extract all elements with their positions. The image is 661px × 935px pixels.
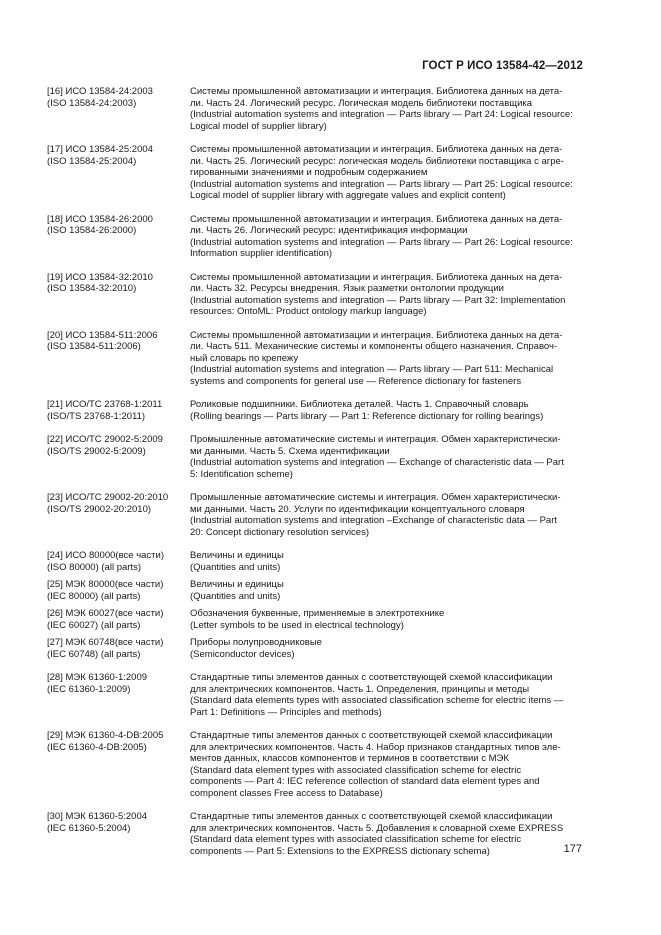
designation-line: [18] ИСО 13584-26:2000 <box>47 213 153 225</box>
title-line: Промышленные автоматические системы и интеграция. Обмен характеристически- <box>190 492 561 503</box>
title-line: ли. Часть 32. Ресурсы внедрения. Язык разметки онтологии продукции <box>190 283 504 294</box>
reference-item <box>47 811 584 857</box>
designation-line: [16] ИСО 13584-24:2003 <box>47 86 153 97</box>
title-line: Системы промышленной автоматизации и интеграция. Библиотека данных на дета- <box>190 86 563 97</box>
reference-list <box>47 86 584 869</box>
reference-item <box>47 672 584 718</box>
title-line: Промышленные автоматические системы и интеграция. Обмен характеристически- <box>190 434 561 445</box>
title-line: для электрических компонентов. Часть 1. Определения, принципы и методы <box>190 683 530 695</box>
reference-designation <box>47 144 190 202</box>
reference-item <box>47 272 584 318</box>
reference-designation <box>47 330 190 388</box>
title-line: (Industrial automation systems and integration — Parts library — Part 26: Logical resource: <box>190 236 573 248</box>
reference-title <box>190 579 584 602</box>
reference-designation <box>47 272 190 318</box>
designation-line: [27] МЭК 60748(все части) <box>47 637 164 648</box>
designation-line: (IEC 61360-4-DB:2005) <box>47 741 147 753</box>
reference-item <box>47 144 584 202</box>
reference-title <box>190 272 584 318</box>
title-line: Системы промышленной автоматизации и интеграция. Библиотека данных на дета- <box>190 213 563 225</box>
title-line: Logical model of supplier library with aggregate values and explicit content) <box>190 190 506 201</box>
title-line: (Rolling bearings — Parts library — Part 1: Reference dictionary for rolling bearings) <box>190 410 544 422</box>
designation-line: [25] МЭК 80000(все части) <box>47 579 164 590</box>
title-line: ли. Часть 25. Логический ресурс: логическая модель библиотеки поставщика с агре- <box>190 155 564 167</box>
designation-line: (ISO/TS 29002-20:2010) <box>47 503 152 515</box>
reference-item <box>47 637 584 660</box>
reference-title <box>190 608 584 631</box>
reference-designation <box>47 608 190 631</box>
designation-line: (ISO 13584-24:2003) <box>47 97 137 109</box>
designation-line: [20] ИСО 13584-511:2006 <box>47 329 158 341</box>
designation-line: [23] ИСО/ТС 29002-20:2010 <box>47 492 169 503</box>
reference-title <box>190 730 584 799</box>
document-header: ГОСТ Р ИСО 13584-42—2012 <box>422 60 583 72</box>
reference-designation <box>47 214 190 260</box>
reference-designation <box>47 637 190 660</box>
title-line: Системы промышленной автоматизации и интеграция. Библиотека данных на дета- <box>190 329 563 341</box>
reference-item <box>47 492 584 538</box>
designation-line: (ISO 13584-26:2000) <box>47 225 137 236</box>
designation-line: [17] ИСО 13584-25:2004 <box>47 144 153 155</box>
title-line: Величины и единицы <box>190 550 284 561</box>
reference-title <box>190 492 584 538</box>
reference-item <box>47 608 584 631</box>
designation-line: (ISO/TS 23768-1:2011) <box>47 410 146 422</box>
reference-title <box>190 86 584 132</box>
reference-title <box>190 811 584 857</box>
title-line: Part 1: Definitions — Principles and methods) <box>190 706 382 718</box>
reference-designation <box>47 550 190 573</box>
title-line: Обозначения буквенные, применяемые в электротехнике <box>190 608 445 619</box>
title-line: Logical model of supplier library) <box>190 120 327 132</box>
title-line: (Industrial automation systems and integration –Exchange of characteristic data — Part <box>190 515 557 526</box>
designation-line: [21] ИСО/ТС 23768-1:2011 <box>47 399 163 410</box>
designation-line: [26] МЭК 60027(все части) <box>47 608 164 619</box>
reference-designation <box>47 399 190 422</box>
title-line: Стандартные типы элементов данных с соответствующей схемой классификации <box>190 811 553 822</box>
designation-line: [29] МЭК 61360-4-DB:2005 <box>47 730 164 741</box>
title-line: гированными значениями и подробным содержанием <box>190 167 428 178</box>
title-line: Роликовые подшипники. Библиотека деталей. Часть 1. Справочный словарь <box>190 399 529 410</box>
designation-line: [28] МЭК 61360-1:2009 <box>47 672 148 683</box>
reference-designation <box>47 811 190 857</box>
reference-title <box>190 434 584 480</box>
title-line: (Industrial automation systems and integration — Exchange of characteristic data — Part <box>190 457 564 468</box>
designation-line: [24] ИСО 80000(все части) <box>47 550 164 561</box>
designation-line: (ISO 80000) (all parts) <box>47 561 141 573</box>
title-line: components — Part 4: IEC reference collection of standard data element types and <box>190 776 540 787</box>
reference-designation <box>47 434 190 480</box>
title-line: ми данными. Часть 20. Услуги по идентификации концептуального словаря <box>190 503 525 515</box>
reference-item <box>47 399 584 422</box>
title-line: components — Part 5: Extensions to the EXPRESS dictionary schema) <box>190 845 490 857</box>
title-line: Системы промышленной автоматизации и интеграция. Библиотека данных на дета- <box>190 144 563 155</box>
reference-item <box>47 579 584 602</box>
title-line: systems and components for general use — Reference dictionary for fasteners <box>190 375 522 387</box>
page-number: 177 <box>563 843 582 855</box>
title-line: (Standard data elements types with associated classification scheme for electric items — <box>190 695 564 706</box>
designation-line: [22] ИСО/ТС 29002-5:2009 <box>47 434 163 445</box>
title-line: 20: Concept dictionary resolution services) <box>190 526 370 538</box>
title-line: (Quantities and units) <box>190 590 281 602</box>
reference-designation <box>47 730 190 799</box>
reference-designation <box>47 86 190 132</box>
title-line: Information supplier identification) <box>190 248 333 259</box>
title-line: (Standard data element types with associated classification scheme for electric <box>190 764 522 776</box>
designation-line: (ISO 13584-511:2006) <box>47 341 141 352</box>
reference-title <box>190 672 584 718</box>
title-line: ли. Часть 26. Логический ресурс: идентификация информации <box>190 225 468 236</box>
reference-designation <box>47 579 190 602</box>
reference-title <box>190 330 584 388</box>
title-line: Стандартные типы элементов данных с соответствующей схемой классификации <box>190 672 553 683</box>
title-line: для электрических компонентов. Часть 4. Набор признаков стандартных типов эле- <box>190 741 561 753</box>
title-line: (Semiconductor devices) <box>190 648 295 660</box>
title-line: (Quantities and units) <box>190 561 281 573</box>
reference-title <box>190 637 584 660</box>
designation-line: (IEC 80000) (all parts) <box>47 590 141 602</box>
title-line: (Industrial automation systems and integration — Parts library — Part 511: Mechanical <box>190 364 554 375</box>
title-line: Стандартные типы элементов данных с соответствующей схемой классификации <box>190 730 553 741</box>
reference-designation <box>47 672 190 718</box>
title-line: ный словарь по крепежу <box>190 352 299 364</box>
reference-item <box>47 330 584 388</box>
title-line: (Letter symbols to be used in electrical technology) <box>190 619 404 631</box>
reference-designation <box>47 492 190 538</box>
title-line: resources: OntoML: Product ontology markup language) <box>190 306 427 317</box>
reference-item <box>47 434 584 480</box>
designation-line: (IEC 61360-1:2009) <box>47 683 131 695</box>
title-line: ли. Часть 511. Механические системы и компоненты общего назначения. Справоч- <box>190 341 558 352</box>
reference-title <box>190 214 584 260</box>
designation-line: (ISO/TS 29002-5:2009) <box>47 445 146 457</box>
title-line: Величины и единицы <box>190 579 284 590</box>
reference-title <box>190 144 584 202</box>
designation-line: (ISO 13584-32:2010) <box>47 283 137 294</box>
title-line: ми данными. Часть 5. Схема идентификации <box>190 445 390 457</box>
reference-item <box>47 730 584 799</box>
designation-line: [19] ИСО 13584-32:2010 <box>47 271 153 283</box>
designation-line: (ISO 13584-25:2004) <box>47 155 137 167</box>
title-line: ли. Часть 24. Логический ресурс. Логическая модель библиотеки поставщика <box>190 97 533 109</box>
designation-line: [30] МЭК 61360-5:2004 <box>47 811 148 822</box>
title-line: (Industrial automation systems and integration — Parts library — Part 24: Logical resource: <box>190 109 573 120</box>
reference-item <box>47 550 584 573</box>
designation-line: (IEC 60748) (all parts) <box>47 648 141 660</box>
title-line: 5: Identification scheme) <box>190 468 293 480</box>
reference-item <box>47 86 584 132</box>
title-line: (Industrial automation systems and integration — Parts library — Part 32: Implementation <box>190 294 566 306</box>
title-line: component classes Free access to Database) <box>190 787 383 799</box>
title-line: Системы промышленной автоматизации и интеграция. Библиотека данных на дета- <box>190 271 563 283</box>
designation-line: (IEC 60027) (all parts) <box>47 619 141 631</box>
reference-item <box>47 214 584 260</box>
designation-line: (IEC 61360-5:2004) <box>47 822 131 834</box>
title-line: для электрических компонентов. Часть 5. Добавления к словарной схеме EXPRESS <box>190 822 564 834</box>
title-line: Приборы полупроводниковые <box>190 637 322 648</box>
title-line: ментов данных, классов компонентов и терминов в соответствии с МЭК <box>190 753 509 764</box>
reference-title <box>190 550 584 573</box>
title-line: (Industrial automation systems and integration — Parts library — Part 25: Logical resource: <box>190 178 573 190</box>
title-line: (Standard data element types with associated classification scheme for electric <box>190 834 522 845</box>
reference-title <box>190 399 584 422</box>
